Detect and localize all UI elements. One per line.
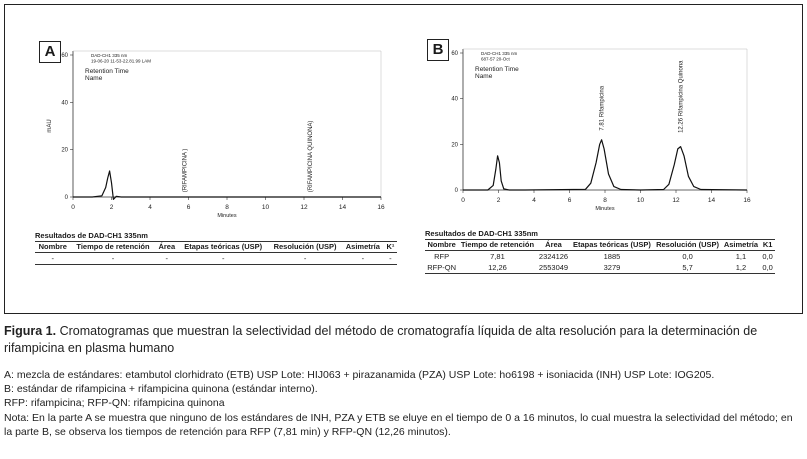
peak-label: (RIFAMPICINA QUINONA)	[307, 120, 314, 193]
panel-b	[425, 35, 775, 293]
note-line-nota: Nota: En la parte A se muestra que ninguno de los estándares de INH, PZA y ETB se eluye en el tiempo de 0 a 16 minutos, lo cual muestra la selectividad del método; en la parte B, se observa los tiempos de retención para RFP (7,81 min) y RFP-QN (12,26 minutos).	[4, 411, 793, 438]
table-cell: 2553049	[538, 263, 569, 272]
table-cell: -	[389, 254, 392, 263]
note-line-b: B: estándar de rifampicina + rifampicina quinona (estándar interno).	[4, 383, 318, 396]
column-header: Nombre	[38, 242, 67, 251]
column-header: Área	[545, 240, 562, 249]
x-tick-label: 10	[636, 197, 645, 204]
x-tick-label: 14	[338, 204, 347, 211]
y-tick-label: 40	[61, 100, 68, 107]
column-header: K¹	[386, 242, 395, 251]
retention-time-label: Retention Time	[85, 68, 129, 75]
chromatogram-trace	[463, 140, 747, 190]
x-tick-label: 10	[261, 204, 270, 211]
table-cell: 12,26	[488, 263, 507, 272]
chromatogram-a	[35, 35, 397, 225]
table-cell: 1,2	[735, 263, 747, 272]
table-cell: 0,0	[682, 252, 693, 261]
x-tick-label: 8	[225, 204, 229, 211]
figure-frame	[4, 4, 803, 314]
caption-text: Cromatogramas que muestran la selectividad del método de cromatografía líquida de alta resolución para la determinación de rifampicina en plasma humano	[4, 324, 758, 355]
x-tick-label: 8	[603, 197, 607, 204]
x-tick-label: 16	[377, 204, 385, 211]
column-header: Tiempo de retención	[460, 240, 535, 249]
y-tick-label: 40	[451, 96, 458, 103]
results-title-b: Resultados de DAD-CH1 335nm	[425, 229, 538, 238]
table-cell: 3279	[603, 263, 621, 272]
table-cell: -	[361, 254, 365, 263]
table-cell: -	[111, 254, 115, 263]
column-header: Resolución (USP)	[273, 242, 337, 251]
table-cell: -	[165, 254, 169, 263]
panel-a	[35, 35, 397, 287]
table-cell: -	[221, 254, 225, 263]
table-cell: RFP	[434, 252, 450, 261]
table-cell: 1,1	[735, 252, 747, 261]
peak-label: (RIFAMPICINA )	[182, 148, 189, 193]
name-label: Name	[85, 75, 103, 82]
peak-label: 12.26 Rifampicina Quinona	[678, 60, 685, 133]
table-cell: RFP-QN	[427, 263, 456, 272]
x-axis-title: Minutes	[217, 213, 237, 219]
table-cell: -	[51, 254, 55, 263]
table-row	[425, 262, 775, 274]
figure-notes	[4, 368, 803, 439]
peak-label: 7.81 Rifampicina	[599, 85, 606, 131]
x-tick-label: 4	[532, 197, 536, 204]
column-header: Etapas teóricas (USP)	[572, 240, 651, 249]
x-tick-label: 12	[300, 204, 308, 211]
column-header: Asimetría	[723, 240, 758, 249]
x-tick-label: 6	[186, 204, 191, 211]
x-tick-label: 0	[71, 204, 75, 211]
figure-caption	[4, 323, 803, 357]
x-tick-label: 4	[148, 204, 152, 211]
x-tick-label: 0	[461, 197, 465, 204]
y-axis-title: mAU	[47, 119, 53, 133]
table-cell: 2324126	[538, 252, 569, 261]
column-header: Nombre	[427, 240, 456, 249]
table-cell: 1885	[603, 252, 621, 261]
x-tick-label: 2	[109, 204, 114, 211]
y-tick-label: 20	[61, 147, 68, 154]
table-row	[35, 253, 397, 265]
table-cell: 0,0	[762, 252, 773, 261]
results-table-b	[425, 239, 775, 274]
table-header-row	[425, 240, 775, 251]
table-cell: 0,0	[762, 263, 773, 272]
note-line-abbrev: RFP: rifampicina; RFP-QN: rifampicina quinona	[4, 397, 225, 410]
column-header: Resolución (USP)	[656, 240, 720, 249]
x-tick-label: 6	[567, 197, 572, 204]
x-tick-label: 16	[743, 197, 751, 204]
x-tick-label: 14	[707, 197, 716, 204]
results-title-a: Resultados de DAD-CH1 335nm	[35, 231, 148, 240]
x-tick-label: 2	[496, 197, 501, 204]
table-cell: 5,7	[682, 263, 693, 272]
panel-a-letter: A	[39, 41, 61, 63]
column-header: K1	[762, 240, 773, 249]
table-cell: 7,81	[490, 252, 505, 261]
column-header: Asimetría	[345, 242, 380, 251]
retention-time-label: Retention Time	[475, 66, 519, 73]
x-tick-label: 12	[672, 197, 680, 204]
panel-b-letter: B	[427, 39, 449, 61]
chromatogram-b	[425, 35, 775, 225]
x-axis-title: Minutes	[595, 206, 615, 212]
table-header-row	[35, 242, 397, 253]
table-row	[425, 251, 775, 263]
chromatogram-header-text: DAD-CH1 335 nm	[91, 53, 128, 58]
y-tick-label: 0	[64, 195, 68, 201]
note-line-a: A: mezcla de estándares: etambutol clorhidrato (ETB) USP Lote: HIJ063 + pirazanamida (PZA) USP Lote: ho6198 + isoniacida (INH) USP Lote: IOG205.	[4, 369, 715, 381]
table-cell: -	[303, 254, 307, 263]
chromatogram-header-text: DAD-CH1 335 nm	[481, 51, 518, 56]
y-tick-label: 60	[451, 51, 458, 57]
column-header: Área	[158, 242, 176, 251]
chromatogram-header-text: 687-57 20-Oct	[481, 56, 510, 62]
column-header: Etapas teóricas (USP)	[184, 242, 263, 251]
name-label: Name	[475, 73, 493, 80]
column-header: Tiempo de retención	[76, 242, 150, 251]
results-table-a	[35, 241, 397, 265]
chromatogram-trace	[73, 171, 381, 199]
y-tick-label: 60	[61, 53, 68, 59]
y-tick-label: 20	[451, 142, 458, 149]
y-tick-label: 0	[454, 188, 458, 194]
caption-label: Figura 1.	[4, 324, 57, 338]
chromatogram-header-text: 19-06-20 11-53-22.81.99 LAM	[91, 58, 151, 64]
